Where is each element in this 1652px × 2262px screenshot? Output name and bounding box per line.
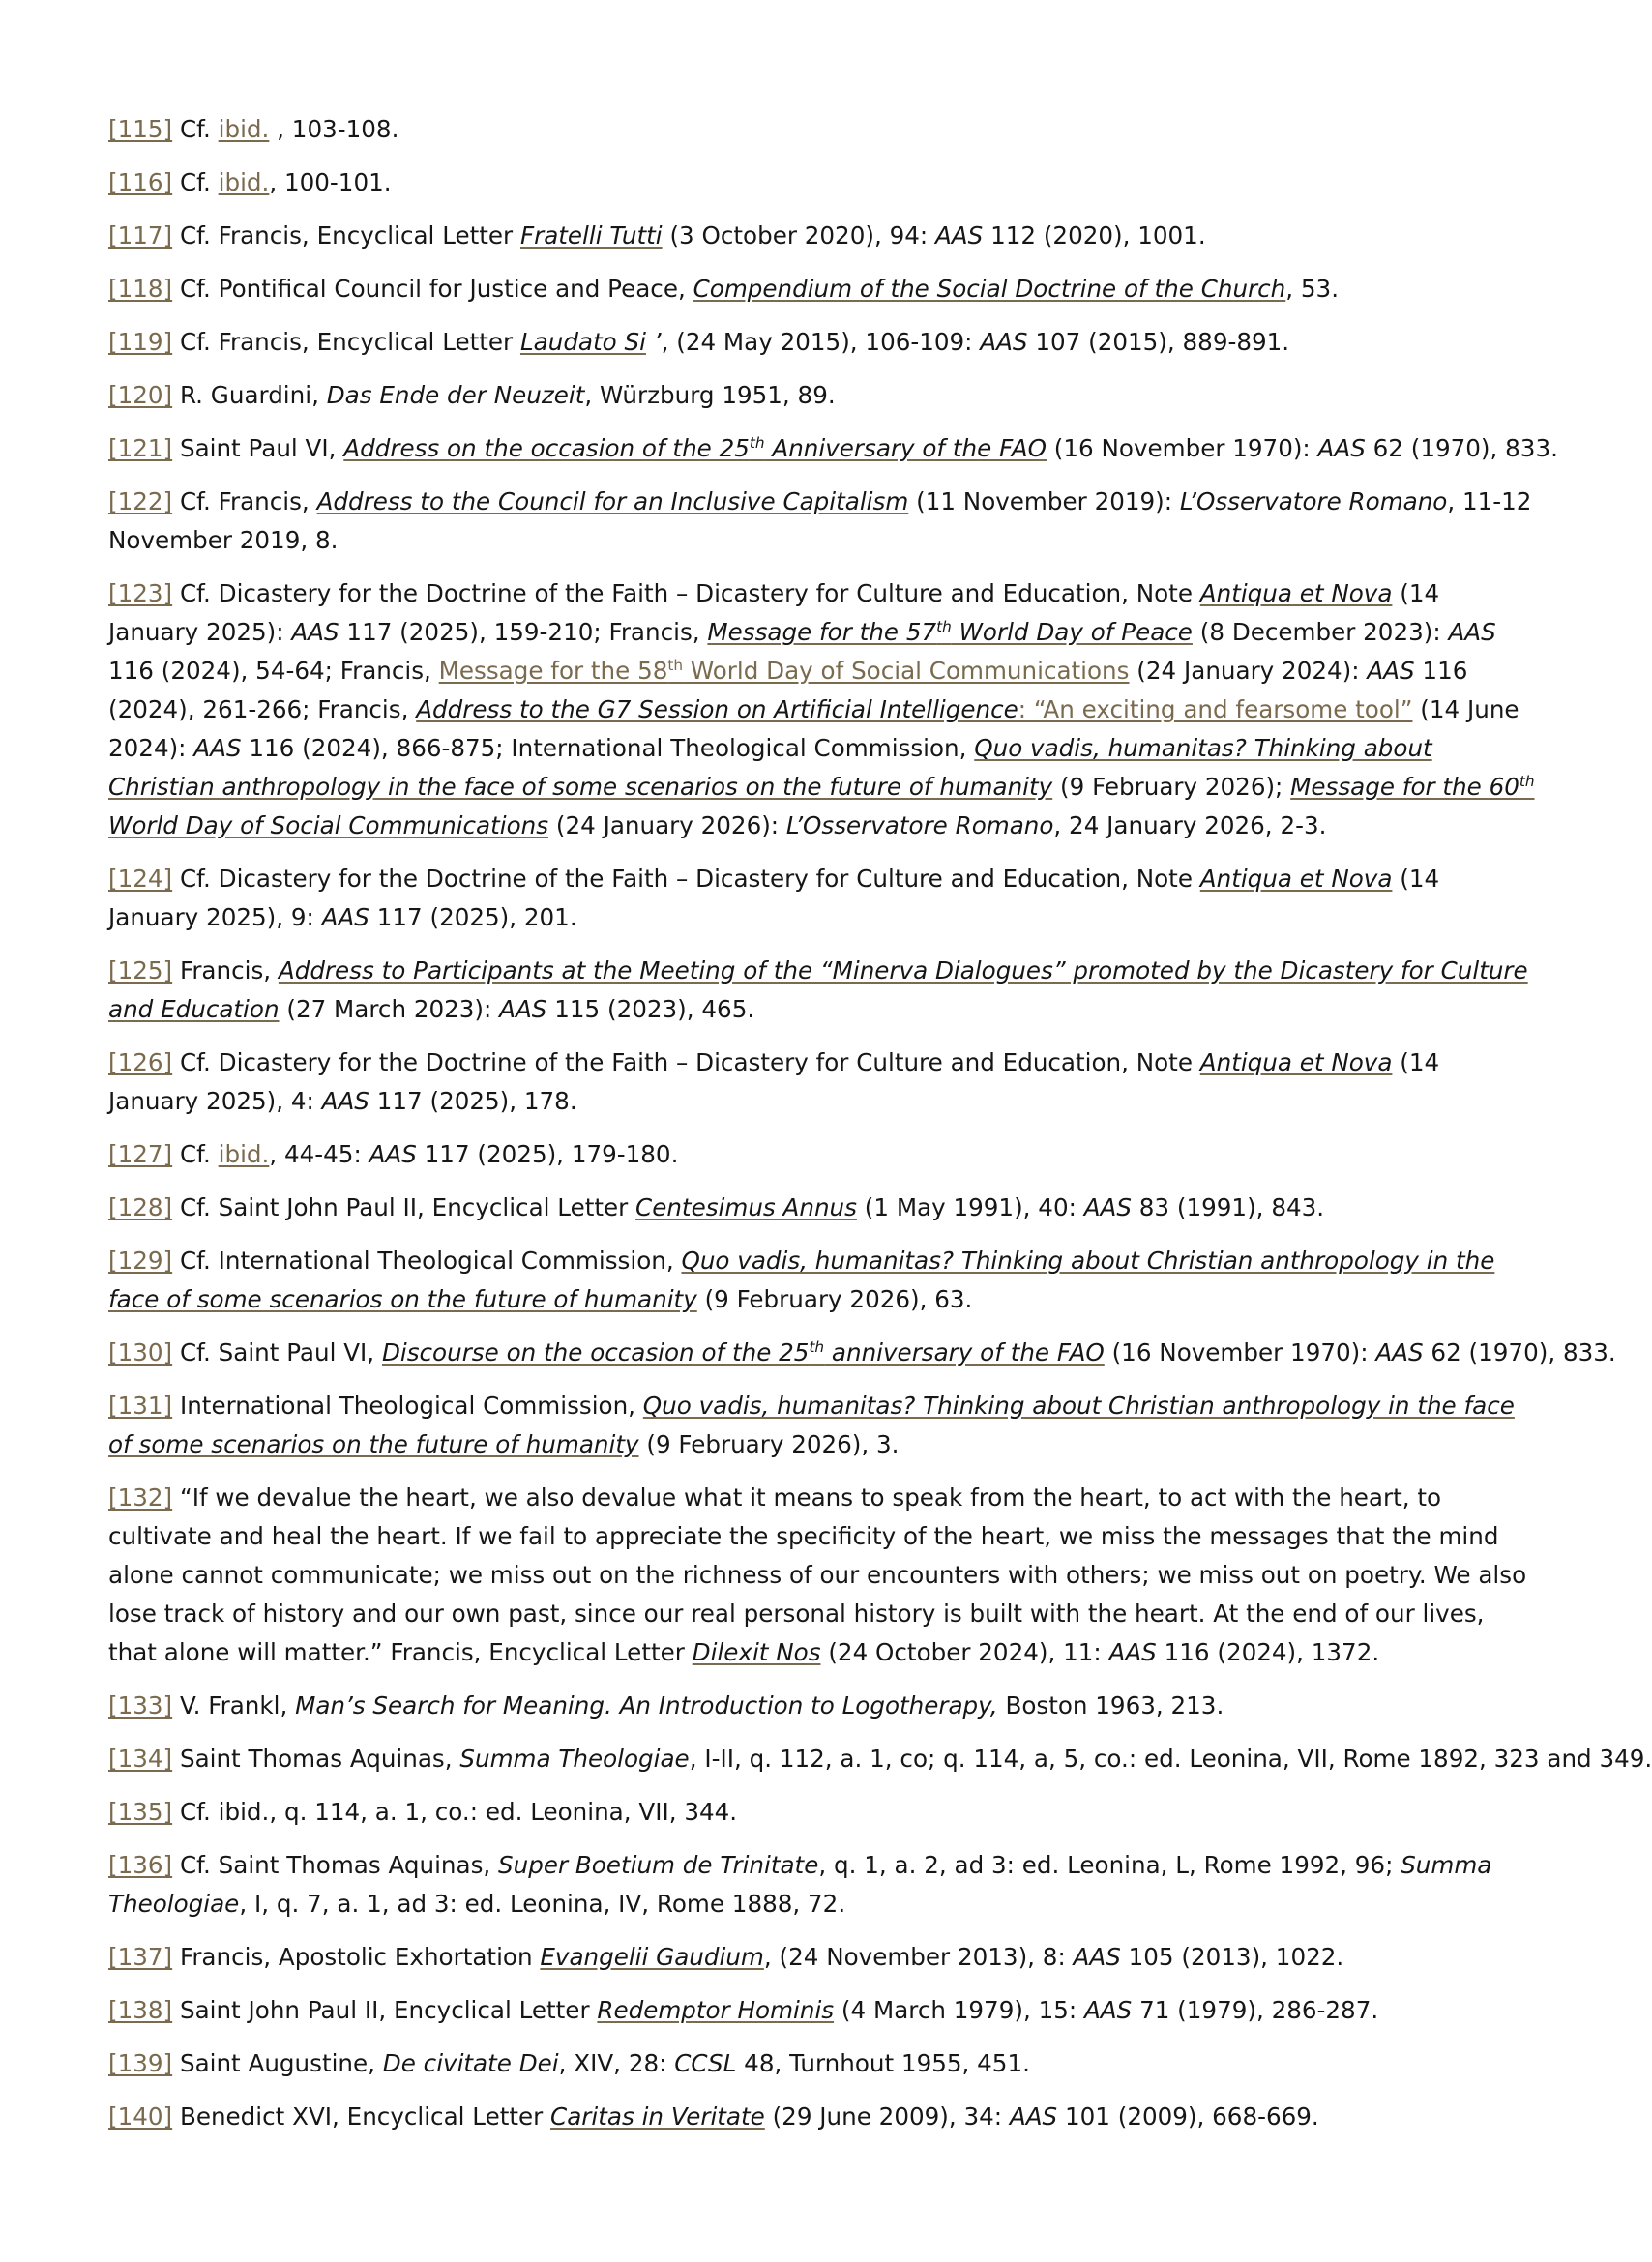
footnote	[108, 952, 1535, 1029]
footnote	[108, 1938, 1535, 1977]
italic-text: AAS	[193, 734, 242, 762]
footnote-text: (24 January 2026):	[548, 811, 786, 839]
footnote-ref-link[interactable]: [140]	[108, 2102, 173, 2130]
footnote	[108, 217, 1535, 255]
footnote	[108, 1135, 1535, 1174]
italic-text: AAS	[980, 328, 1028, 356]
citation-link[interactable]: Discourse on the occasion of the 25	[381, 1338, 810, 1366]
footnote-text: , (24 May 2015), 106-109:	[661, 328, 981, 356]
citation-link[interactable]	[667, 657, 683, 685]
footnote-text: (9 February 2026), 3.	[638, 1430, 900, 1458]
italic-text: AAS	[1108, 1638, 1157, 1666]
italic-text: Summa Theologiae	[459, 1745, 690, 1773]
footnote	[108, 574, 1535, 845]
footnote-text: Cf.	[172, 168, 219, 196]
footnote-text: (9 February 2026), 63.	[696, 1285, 973, 1313]
italic-text: AAS	[1448, 618, 1496, 646]
footnote	[108, 429, 1558, 468]
citation-link[interactable]: Antiqua et Nova	[1199, 865, 1393, 893]
footnote	[108, 1479, 1535, 1672]
citation-link[interactable]	[809, 1338, 824, 1366]
footnote-text: Boston 1963, 213.	[997, 1691, 1224, 1719]
citation-link[interactable]: Laudato Si	[519, 328, 646, 356]
citation-link[interactable]: Message for the 58	[438, 657, 668, 685]
citation-link[interactable]: ibid.	[218, 1140, 270, 1168]
footnote-ref-link[interactable]: [120]	[108, 381, 173, 409]
footnote	[108, 1846, 1535, 1924]
footnote-ref-link[interactable]: [128]	[108, 1193, 173, 1221]
footnote-ref-link[interactable]: [119]	[108, 328, 173, 356]
footnote-text: , I, q. 7, a. 1, ad 3: ed. Leonina, IV, Rome 1888, 72.	[239, 1890, 846, 1918]
citation-link[interactable]	[936, 618, 952, 646]
footnote-text: Cf. International Theological Commission,	[172, 1247, 682, 1275]
ordinal-suffix: th	[936, 617, 952, 635]
footnote	[108, 1189, 1535, 1227]
citation-link[interactable]: Address to the Council for an Inclusive Capitalism	[316, 487, 909, 515]
footnote-text: 83 (1991), 843.	[1131, 1193, 1325, 1221]
footnote-text: Saint Augustine,	[172, 2049, 383, 2077]
footnote-text: 112 (2020), 1001.	[983, 221, 1206, 250]
footnote-text: , I-II, q. 112, a. 1, co; q. 114, a, 5, co.: ed. Leonina, VII, Rome 1892, 323 and 349.	[689, 1745, 1652, 1773]
footnote-text: (27 March 2023):	[279, 995, 500, 1023]
footnote-text: (4 March 1979), 15:	[834, 1996, 1084, 2024]
footnote-text: Cf. Saint John Paul II, Encyclical Letter	[172, 1193, 636, 1221]
footnote-text: Cf. Saint Thomas Aquinas,	[172, 1851, 499, 1879]
footnote	[108, 163, 1535, 202]
footnote	[108, 1387, 1535, 1464]
italic-text: AAS	[1317, 434, 1366, 462]
citation-link[interactable]	[750, 434, 765, 462]
citation-link[interactable]: Antiqua et Nova	[1199, 1048, 1393, 1076]
italic-text: AAS	[1083, 1996, 1133, 2024]
citation-link[interactable]: ibid.	[218, 168, 270, 196]
footnote-text: (9 February 2026);	[1052, 773, 1291, 801]
italic-text: L’Osservatore Romano	[1179, 487, 1448, 515]
footnote-text: (8 December 2023):	[1192, 618, 1449, 646]
footnote-ref-link[interactable]: [118]	[108, 275, 173, 303]
italic-text: AAS	[934, 221, 984, 250]
citation-link[interactable]: Quo vadis, humanitas? Thinking about Christian anthropology in the face of some scenarios on the future of humanity	[108, 1247, 1495, 1313]
footnote-text: 62 (1970), 833.	[1423, 1338, 1616, 1366]
footnote-ref-link[interactable]: [133]	[108, 1691, 173, 1719]
italic-text: CCSL	[674, 2049, 737, 2077]
citation-link[interactable]: Quo vadis, humanitas? Thinking about Christian anthropology in the face of some scenarios on the future of humanity	[108, 734, 1432, 801]
footnote-text: Benedict XVI, Encyclical Letter	[172, 2102, 551, 2130]
footnote	[108, 2098, 1535, 2136]
footnote	[108, 1793, 1535, 1832]
footnote-text: 116 (2024), 261-266; Francis,	[108, 657, 1468, 723]
citation-link[interactable]: Fratelli Tutti	[519, 221, 663, 250]
citation-link[interactable]: Evangelii Gaudium	[540, 1943, 764, 1971]
footnote-text: , 100-101.	[269, 168, 392, 196]
footnote	[108, 1740, 1652, 1778]
footnote-ref-link[interactable]: [124]	[108, 865, 173, 893]
citation-link[interactable]: Address to Participants at the Meeting of the “Minerva Dialogues” promoted by the Dicastery for Culture and Education	[108, 956, 1528, 1023]
citation-link[interactable]: Compendium of the Social Doctrine of the Church	[693, 275, 1286, 303]
footnote-text: (11 November 2019):	[908, 487, 1180, 515]
footnote	[108, 270, 1535, 308]
footnote	[108, 1334, 1616, 1372]
italic-text: AAS	[1367, 657, 1415, 685]
footnote-text: Saint John Paul II, Encyclical Letter	[172, 1996, 598, 2024]
footnote-ref-link[interactable]: [139]	[108, 2049, 173, 2077]
footnote-text: , 11-12 November 2019, 8.	[108, 487, 1532, 554]
citation-link[interactable]: : “An exciting and fearsome tool”	[1018, 695, 1413, 723]
footnote-text: (14 January 2025):	[108, 579, 1440, 646]
footnote-text: Cf.	[172, 1140, 219, 1168]
footnote-ref-link[interactable]: [132]	[108, 1484, 173, 1512]
footnote-text: , XIV, 28:	[558, 2049, 675, 2077]
footnote-text: International Theological Commission,	[172, 1392, 643, 1420]
footnote-text: Cf. Pontifical Council for Justice and Peace,	[172, 275, 693, 303]
italic-text: AAS	[1073, 1943, 1121, 1971]
footnote-text: 117 (2025), 159-210; Francis,	[339, 618, 708, 646]
footnote-text: Saint Paul VI,	[172, 434, 344, 462]
citation-link[interactable]: Dilexit Nos	[692, 1638, 821, 1666]
footnote-text: Cf. Dicastery for the Doctrine of the Faith – Dicastery for Culture and Education, Note	[172, 1048, 1200, 1076]
ordinal-suffix: th	[749, 433, 765, 452]
citation-link[interactable]	[1519, 773, 1535, 801]
footnote-text: (14 January 2025), 9:	[108, 865, 1440, 931]
citation-link[interactable]: Address on the occasion of the 25	[343, 434, 750, 462]
footnote-ref-link[interactable]: [135]	[108, 1798, 173, 1826]
citation-link[interactable]: Redemptor Hominis	[597, 1996, 835, 2024]
footnote-ref-link[interactable]: [126]	[108, 1048, 173, 1076]
footnote	[108, 1043, 1535, 1121]
footnote-text: , 53.	[1285, 275, 1340, 303]
citation-link[interactable]: World Day of Social Communications	[683, 657, 1130, 685]
footnote-text: “If we devalue the heart, we also devalue what it means to speak from the heart, to act with the heart, to cultivate and heal the heart. If we fail to appreciate the specificity of the heart, we miss the messages that the mind alone cannot communicate; we miss out on the richness of our encounters with others; we miss out on poetry. We also lose track of history and our own past, since our real personal history is built with the heart. At the end of our lives, that alone will matter.” Francis, Encyclical Letter	[108, 1484, 1527, 1666]
footnote-text: (16 November 1970):	[1104, 1338, 1376, 1366]
footnote-ref-link[interactable]: [117]	[108, 221, 173, 250]
footnote-text: 101 (2009), 668-669.	[1057, 2102, 1319, 2130]
footnote-text: 117 (2025), 178.	[369, 1087, 577, 1115]
footnote-text: Francis,	[172, 956, 279, 984]
footnote-text: (1 May 1991), 40:	[856, 1193, 1084, 1221]
footnote-text: , Würzburg 1951, 89.	[584, 381, 836, 409]
footnote-ref-link[interactable]: [122]	[108, 487, 173, 515]
footnote-ref-link[interactable]: [129]	[108, 1247, 173, 1275]
footnote-ref-link[interactable]: [127]	[108, 1140, 173, 1168]
footnote-text: 117 (2025), 201.	[369, 903, 577, 931]
footnote-ref-link[interactable]: [131]	[108, 1392, 173, 1420]
footnote-text: V. Frankl,	[172, 1691, 296, 1719]
footnote-text: 116 (2024), 1372.	[1156, 1638, 1380, 1666]
footnote-ref-link[interactable]: [136]	[108, 1851, 173, 1879]
footnote-text: Cf. Dicastery for the Doctrine of the Faith – Dicastery for Culture and Education, Note	[172, 579, 1200, 607]
footnote	[108, 1242, 1535, 1319]
italic-text: AAS	[291, 618, 339, 646]
citation-link[interactable]: Quo vadis, humanitas? Thinking about Christian anthropology in the face of some scenarios on the future of humanity	[108, 1392, 1515, 1458]
italic-text: AAS	[321, 903, 369, 931]
footnote-text: 48, Turnhout 1955, 451.	[736, 2049, 1030, 2077]
footnote-text: 107 (2015), 889-891.	[1027, 328, 1290, 356]
footnote-text: 117 (2025), 179-180.	[416, 1140, 679, 1168]
footnote-ref-link[interactable]: [123]	[108, 579, 173, 607]
italic-text: AAS	[499, 995, 547, 1023]
footnote-ref-link[interactable]: [138]	[108, 1996, 173, 2024]
footnote-text: Cf. Francis, Encyclical Letter	[172, 328, 520, 356]
citation-link[interactable]: Caritas in Veritate	[550, 2102, 765, 2130]
ordinal-suffix: th	[1519, 772, 1535, 790]
footnote-ref-link[interactable]: [130]	[108, 1338, 173, 1366]
footnote-text: (29 June 2009), 34:	[764, 2102, 1010, 2130]
italic-text: Summa Theologiae	[108, 1851, 1492, 1918]
italic-text: AAS	[321, 1087, 369, 1115]
footnote-text: R. Guardini,	[172, 381, 327, 409]
footnote-ref-link[interactable]: [116]	[108, 168, 173, 196]
footnote-text: 116 (2024), 866-875; International Theological Commission,	[241, 734, 975, 762]
footnotes-list	[108, 110, 1652, 2151]
citation-link[interactable]: Anniversary of the FAO	[764, 434, 1047, 462]
footnote	[108, 860, 1535, 937]
footnote-text: (14 January 2025), 4:	[108, 1048, 1440, 1115]
italic-text: Das Ende der Neuzeit	[326, 381, 585, 409]
footnote-text: Cf. Francis, Encyclical Letter	[172, 221, 520, 250]
footnote	[108, 1991, 1535, 2030]
italic-text: AAS	[1375, 1338, 1424, 1366]
footnote-text: 62 (1970), 833.	[1365, 434, 1558, 462]
footnote-text: Cf.	[172, 115, 219, 143]
footnote-text: 71 (1979), 286-287.	[1132, 1996, 1379, 2024]
italic-text: AAS	[369, 1140, 417, 1168]
footnote	[108, 483, 1535, 560]
footnote	[108, 376, 1535, 415]
footnote-text: (3 October 2020), 94:	[662, 221, 935, 250]
citation-link[interactable]: World Day of Social Communications	[108, 811, 549, 839]
citation-link[interactable]: Centesimus Annus	[635, 1193, 857, 1221]
ordinal-suffix: th	[809, 1337, 825, 1356]
italic-text: Man’s Search for Meaning. An Introduction to Logotherapy,	[295, 1691, 998, 1719]
citation-link[interactable]: World Day of Peace	[951, 618, 1193, 646]
footnote-text: Saint Thomas Aquinas,	[172, 1745, 460, 1773]
footnote-text: 115 (2023), 465.	[546, 995, 755, 1023]
italic-text: Super Boetium de Trinitate	[498, 1851, 819, 1879]
footnote	[108, 1687, 1535, 1725]
citation-link[interactable]: Antiqua et Nova	[1199, 579, 1393, 607]
footnote-text: 105 (2013), 1022.	[1120, 1943, 1344, 1971]
footnote-text: Cf. ibid., q. 114, a. 1, co.: ed. Leonina, VII, 344.	[172, 1798, 738, 1826]
citation-link[interactable]: ibid.	[218, 115, 270, 143]
footnote-text: , 44-45:	[269, 1140, 369, 1168]
footnote	[108, 110, 1535, 149]
footnote-text: Cf. Dicastery for the Doctrine of the Faith – Dicastery for Culture and Education, Note	[172, 865, 1200, 893]
footnote-text: , (24 November 2013), 8:	[763, 1943, 1074, 1971]
ordinal-suffix: th	[667, 656, 684, 674]
footnote-ref-link[interactable]: [137]	[108, 1943, 173, 1971]
footnote-text: Cf. Francis,	[172, 487, 317, 515]
footnote-text: , 24 January 2026, 2-3.	[1053, 811, 1327, 839]
italic-text: L’Osservatore Romano	[785, 811, 1054, 839]
footnote-text: (24 January 2024):	[1129, 657, 1368, 685]
footnote-ref-link[interactable]: [125]	[108, 956, 173, 984]
footnote-text: , 103-108.	[269, 115, 399, 143]
italic-text: ’	[645, 328, 662, 356]
footnote-ref-link[interactable]: [115]	[108, 115, 173, 143]
citation-link[interactable]: Message for the 60	[1290, 773, 1519, 801]
footnote	[108, 2044, 1535, 2083]
footnote	[108, 323, 1535, 362]
footnote-text: Francis, Apostolic Exhortation	[172, 1943, 541, 1971]
footnote-text: Cf. Saint Paul VI,	[172, 1338, 382, 1366]
footnote-text: (24 October 2024), 11:	[820, 1638, 1109, 1666]
citation-link[interactable]: Address to the G7 Session on Artificial Intelligence	[416, 695, 1018, 723]
footnote-text: 116 (2024), 54-64; Francis,	[108, 657, 439, 685]
citation-link[interactable]: anniversary of the FAO	[824, 1338, 1105, 1366]
italic-text: De civitate Dei	[382, 2049, 559, 2077]
footnote-ref-link[interactable]: [121]	[108, 434, 173, 462]
footnote-text: , q. 1, a. 2, ad 3: ed. Leonina, L, Rome 1992, 96;	[818, 1851, 1401, 1879]
italic-text: AAS	[1009, 2102, 1058, 2130]
footnote-text: (16 November 1970):	[1046, 434, 1318, 462]
italic-text: AAS	[1083, 1193, 1132, 1221]
footnote-text: (14 June 2024):	[108, 695, 1519, 762]
citation-link[interactable]: Message for the 57	[707, 618, 937, 646]
footnote-ref-link[interactable]: [134]	[108, 1745, 173, 1773]
